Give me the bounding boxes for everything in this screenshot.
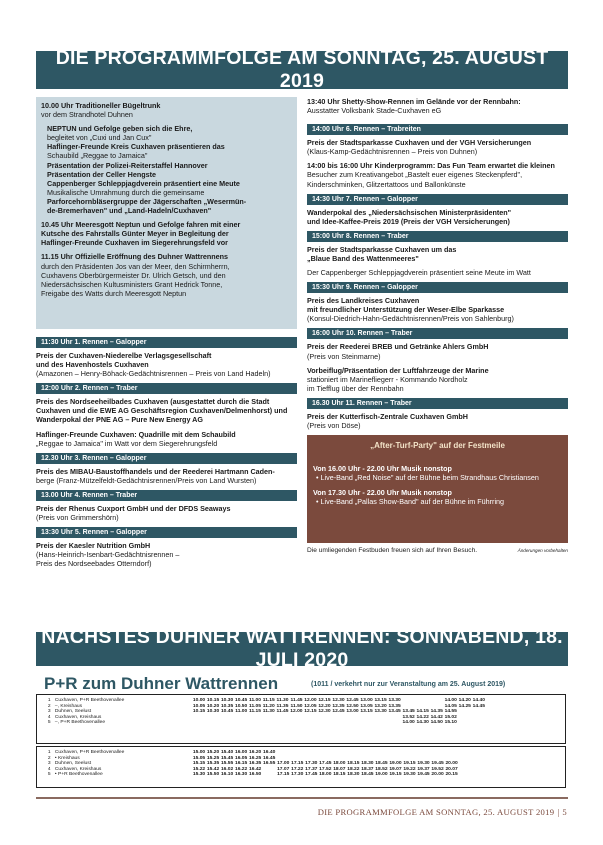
- race-prize: Preis der Stadtsparkasse Cuxhaven um das: [307, 244, 457, 254]
- race-note: Haflinger-Freunde Cuxhaven: Quadrille mit dem Schaubild: [36, 429, 236, 439]
- race-prize: Preis des Nordseeheilbades Cuxhaven (ausgestattet durch die Stadt: [36, 397, 270, 407]
- departure-time: 18.45: [375, 761, 388, 767]
- footer-separator: |: [557, 807, 560, 817]
- departure-time: 10.15: [206, 698, 220, 703]
- race-prize: Preis der Cuxhaven-Niederelbe Verlagsgesellschaft: [36, 351, 212, 360]
- departure-time: 17.00: [277, 761, 290, 767]
- departure-time: 11.15: [262, 698, 275, 703]
- race-3: [36, 453, 297, 485]
- footer-rule: [36, 797, 568, 799]
- race-header: 13:30 Uhr 5. Rennen – Galopper: [36, 527, 297, 538]
- departure-time: 17.07: [277, 766, 290, 772]
- departure-time: 18.45: [361, 772, 374, 778]
- departure-time: 13.00: [346, 709, 359, 715]
- intro-line: Haflinger-Freunde Cuxhaven im Siegerehrungsfeld vor: [41, 238, 228, 248]
- departure-time: 13.35: [388, 703, 401, 709]
- intro-line: Musikalische Umrahmung durch die gemeinsame: [47, 187, 205, 197]
- departure-time: 15.22: [192, 766, 206, 772]
- departure-time: 18.00: [319, 772, 332, 778]
- intro-list: [41, 124, 292, 215]
- shetty-title: 13:40 Uhr Shetty-Show-Rennen im Gelände vor der Rennbahn:: [307, 97, 521, 106]
- departure-time: [206, 720, 220, 726]
- departure-time: 12.35: [332, 703, 345, 709]
- stop-name: • Kreishaus: [54, 755, 80, 761]
- departure-time: 20.00: [445, 761, 458, 767]
- departure-time: 10.20: [206, 703, 220, 709]
- departure-time: 19.00: [389, 761, 402, 767]
- departure-time: 16.40: [263, 750, 276, 755]
- race-9: [307, 282, 568, 323]
- departure-time: 14.22: [416, 714, 429, 720]
- race-note: Kinderschminken, Glitzertattoos und Ballonkünste: [307, 179, 466, 189]
- departure-time: 15.42: [206, 766, 220, 772]
- page-number: 5: [562, 807, 567, 817]
- intro-line: Cuxhavens Oberbürgermeister Dr. Ulrich Getsch, und den: [41, 270, 226, 280]
- departure-time: 12.30: [332, 698, 345, 703]
- departure-time: 15.25: [206, 755, 220, 761]
- departure-time: 14.25: [458, 703, 471, 709]
- departure-time: 14.35: [430, 709, 443, 715]
- departure-time: 16.02: [220, 766, 234, 772]
- departure-time: 16.30: [234, 772, 248, 778]
- departure-time: 10.50: [234, 703, 248, 709]
- departure-time: 20.00: [431, 772, 444, 778]
- departure-time: 14.30: [416, 720, 429, 726]
- departure-time: 14.00: [444, 698, 457, 703]
- race-prize: Preis des Landkreises Cuxhaven: [307, 296, 420, 306]
- park-ride-title: P+R zum Duhner Wattrennen: [44, 674, 279, 693]
- departure-time: 12.45: [332, 709, 345, 715]
- race-note: Vorbeiflug/Präsentation der Luftfahrzeuge der Marine: [307, 365, 489, 375]
- departure-time: 11.05: [249, 703, 261, 709]
- party-band: • Live-Band „Pallas Show-Band" auf der Bühne im Führring: [316, 497, 505, 507]
- departure-time: 19.45: [417, 772, 430, 778]
- departure-time: 17.37: [305, 766, 318, 772]
- departure-time: 16.20: [249, 750, 262, 755]
- right-column: [307, 97, 568, 555]
- race-note: „Reggae to Jamaica" im Watt vor dem Siegerehrungsfeld: [36, 438, 218, 448]
- intro-line: Cappenberger Schleppjagdverein präsentiert eine Meute: [47, 178, 240, 188]
- departure-time: 15.02: [444, 714, 457, 720]
- departure-time: 18.15: [347, 761, 360, 767]
- intro-line: 11.15 Uhr Offizielle Eröffnung des Duhner Wattrennens: [41, 252, 229, 262]
- intro-line: Niedersächsischen Kultusministers Grant Hedrick Tonne,: [41, 279, 223, 289]
- departure-time: 15.15: [192, 761, 206, 767]
- stop-number: 5: [47, 772, 51, 778]
- departure-time: 16.05: [234, 755, 248, 761]
- race-header: 15:30 Uhr 9. Rennen – Galopper: [307, 282, 568, 293]
- intro-paragraph: [41, 101, 292, 119]
- after-turf-party-box: [307, 435, 568, 543]
- party-band: • Live-Band „Red Noise" auf der Bühne beim Strandhaus Christiansen: [316, 473, 539, 483]
- race-note: (Hans-Heinrich-Isenbart-Gedächtnisrennen –: [36, 550, 180, 560]
- race-7: [307, 194, 568, 226]
- departure-time: 18.15: [333, 772, 346, 778]
- intro-line: Präsentation der Celler Hengste: [47, 169, 157, 179]
- departure-time: 15.45: [220, 755, 234, 761]
- departure-time: 12.45: [346, 698, 359, 703]
- race-header: 14:30 Uhr 7. Rennen – Galopper: [307, 194, 568, 205]
- race-prize: Preis der Stadtsparkasse Cuxhaven und der VGH Versicherungen: [307, 138, 532, 148]
- race-note: stationiert im Marinefliegerr - Kommando Nordholz: [307, 374, 468, 384]
- departure-time: 14.15: [416, 709, 429, 715]
- footer-title: DIE PROGRAMMFOLGE AM SONNTAG, 25. AUGUST 2019: [317, 807, 555, 817]
- departure-time: 18.22: [347, 766, 360, 772]
- departure-time: 13.20: [374, 703, 387, 709]
- departure-time: 12.20: [318, 703, 331, 709]
- departure-time: 12.30: [318, 709, 331, 715]
- departure-time: 17.30: [291, 772, 304, 778]
- stop-name: Duhnen, Seelust: [54, 761, 92, 767]
- left-column: [36, 97, 297, 573]
- intro-location: vor dem Strandhotel Duhnen: [41, 110, 133, 120]
- intro-line: Parforcehornbläsergruppe der Jägerschaften „Wesermün-: [47, 196, 247, 206]
- next-race-banner: [36, 626, 568, 671]
- departure-time: 10.35: [220, 703, 234, 709]
- departure-time: 11.30: [262, 709, 275, 715]
- stop-name: Cuxhaven, P+R Beethovenallee: [54, 750, 125, 755]
- stop-number: 2: [47, 755, 51, 761]
- race-header: 16.30 Uhr 11. Rennen – Traber: [307, 398, 568, 409]
- race-5: [36, 527, 297, 568]
- departure-time: 16.22: [234, 766, 248, 772]
- departure-time: 19.15: [389, 772, 402, 778]
- departure-time: [458, 720, 472, 726]
- departure-time: 14.40: [472, 698, 485, 703]
- departure-time: 11.35: [276, 703, 289, 709]
- departure-time: 18.07: [333, 766, 346, 772]
- intro-line: Freigabe des Watts durch Meeresgott Neptun: [41, 288, 187, 298]
- departure-time: 19.37: [417, 766, 430, 772]
- departure-time: [220, 720, 234, 726]
- departure-time: 12.15: [304, 709, 317, 715]
- intro-line: NEPTUN und Gefolge geben sich die Ehre,: [47, 124, 193, 134]
- race-note: im Tiefflug über der Rennbahn: [307, 383, 404, 393]
- party-time: Von 16.00 Uhr - 22.00 Uhr Musik nonstop: [313, 464, 452, 474]
- departure-time: [388, 720, 402, 726]
- timetable-outbound: [36, 694, 566, 744]
- departure-time: 13.30: [374, 709, 387, 715]
- stop-number: 5: [47, 720, 51, 726]
- stop-name: Duhnen, Seelust: [54, 709, 92, 715]
- departure-time: 14.55: [444, 709, 457, 715]
- departure-time: [317, 720, 331, 726]
- departure-time: 16.35: [249, 761, 262, 767]
- after-turf-party-title: „After-Turf-Party" auf der Festmeile: [370, 441, 505, 451]
- race-note: (Preis von Steinmarne): [307, 351, 381, 361]
- departure-time: 12.05: [304, 703, 317, 709]
- departure-time: 10.30: [206, 709, 220, 715]
- departure-time: 13.52: [402, 714, 415, 720]
- departure-time: [346, 720, 360, 726]
- departure-time: 15.55: [220, 761, 234, 767]
- departure-time: 15.10: [444, 720, 457, 726]
- departure-time: 10.05: [192, 703, 206, 709]
- intro-paragraph: [41, 220, 292, 247]
- intro-line: 10.45 Uhr Meeresgott Neptun und Gefolge fahren mit einer: [41, 220, 241, 230]
- departure-time: 17.45: [319, 761, 332, 767]
- intro-line: Schaubild „Reggae to Jamaica": [47, 151, 148, 161]
- departure-time: 15.30: [192, 772, 206, 778]
- departure-time: 12.00: [290, 709, 303, 715]
- departure-time: 11.20: [262, 703, 275, 709]
- race-11: [307, 398, 568, 430]
- departure-time: 11.50: [290, 703, 303, 709]
- intro-line: de-Bremerhaven" und „Land-Hadeln/Cuxhaven": [47, 206, 212, 216]
- departure-time: 12.15: [318, 698, 331, 703]
- stop-number: 3: [47, 709, 51, 715]
- departure-time: 19.52: [431, 766, 444, 772]
- departure-time: 11.45: [290, 698, 303, 703]
- departure-time: 10.45: [234, 698, 248, 703]
- departure-time: [289, 720, 303, 726]
- departure-time: 14.00: [402, 720, 415, 726]
- race-note: Der Cappenberger Schleppjagdverein präsentiert seine Meute im Watt: [307, 268, 531, 278]
- stop-number: 1: [47, 698, 51, 703]
- departure-time: 10.30: [220, 698, 234, 703]
- intro-box: [36, 97, 297, 329]
- race-note: Preis des Nordseebades Otterndorf): [36, 559, 152, 569]
- stop-number: 2: [47, 703, 51, 709]
- departure-time: 18.30: [347, 772, 360, 778]
- departure-time: 14.42: [430, 714, 443, 720]
- race-prize: Preis der Rhenus Cuxport GmbH und der DFDS Seaways: [36, 503, 231, 513]
- departure-time: 13.15: [374, 698, 387, 703]
- departure-time: 14.50: [430, 720, 443, 726]
- departure-time: 16.25: [249, 755, 262, 761]
- departure-time: 15.40: [220, 750, 234, 755]
- page-footer: [318, 807, 567, 817]
- departure-time: 19.07: [389, 766, 402, 772]
- race-prize: Wanderpokal des „Niedersächsischen Ministerpräsidenten": [307, 207, 512, 217]
- departure-time: 19.30: [403, 772, 416, 778]
- intro-line: Haflinger-Freunde Kreis Cuxhaven präsentieren das: [47, 142, 225, 152]
- departure-time: 16.10: [220, 772, 234, 778]
- departure-time: 16.55: [263, 761, 276, 767]
- stop-number: 1: [47, 750, 51, 755]
- departure-time: [192, 720, 206, 726]
- race-prize: Cuxhaven und die EWE AG Geschäftsregion Cuxhaven/Delmenhorst) und: [36, 406, 288, 416]
- departure-time: [234, 720, 248, 726]
- departure-time: 20.07: [445, 766, 458, 772]
- change-disclaimer: Änderungen vorbehalten: [517, 548, 568, 554]
- race-prize: Preis der Reederei BREB und Getränke Ahlers GmbH: [307, 342, 489, 352]
- race-prize: Preis des MIBAU-Baustoffhandels und der Reederei Hartmann Caden-: [36, 466, 275, 476]
- departure-time: 16.15: [234, 761, 248, 767]
- departure-time: 11.45: [276, 709, 289, 715]
- departure-time: 12.00: [304, 698, 317, 703]
- intro-time: 10.00 Uhr Traditioneller Bügeltrunk: [41, 101, 161, 110]
- race-8: [307, 231, 568, 277]
- departure-time: 17.45: [305, 772, 318, 778]
- departure-time: 16.00: [234, 750, 248, 755]
- race-header: 14:00 Uhr 6. Rennen – Trabreiten: [307, 124, 568, 135]
- stop-name: Cuxhaven, Kreishaus: [54, 714, 102, 720]
- party-time: Von 17.30 Uhr - 22.00 Uhr Musik nonstop: [313, 488, 452, 498]
- race-2: [36, 383, 297, 447]
- festival-note-text: Die umliegenden Festbuden freuen sich auf Ihren Besuch.: [307, 547, 478, 555]
- timetable-row: [47, 720, 486, 726]
- race-header: 15:00 Uhr 8. Rennen – Traber: [307, 231, 568, 242]
- departure-time: 19.15: [403, 761, 416, 767]
- departure-time: 14.20: [458, 698, 471, 703]
- departure-time: 19.45: [431, 761, 444, 767]
- departure-time: 17.30: [305, 761, 318, 767]
- race-header: 12.30 Uhr 3. Rennen – Galopper: [36, 453, 297, 464]
- departure-time: 16.50: [249, 772, 262, 778]
- departure-time: 10.45: [220, 709, 234, 715]
- departure-time: 15.20: [206, 750, 220, 755]
- departure-time: 11.00: [235, 709, 248, 715]
- race-4: [36, 490, 297, 522]
- intro-line: Kutsche des Fahrstalls Günter Meyer in Begleitung der: [41, 229, 229, 239]
- departure-time: 15.35: [206, 761, 220, 767]
- departure-time: [360, 720, 374, 726]
- departure-time: 10.00: [192, 698, 206, 703]
- race-note: berge (Franz-Mützelfeldt-Gedächtnisrennen/Preis von Land Wursten): [36, 475, 257, 485]
- departure-time: 13.05: [360, 703, 373, 709]
- departure-time: 17.52: [319, 766, 332, 772]
- departure-time: 11.30: [276, 698, 289, 703]
- departure-time: 17.15: [291, 761, 304, 767]
- stop-name: –, P+R Beethovenallee: [54, 720, 106, 726]
- departure-time: 18.37: [361, 766, 374, 772]
- departure-time: 17.15: [277, 772, 290, 778]
- race-note: (Preis von Döse): [307, 420, 361, 430]
- departure-time: 14.05: [444, 703, 457, 709]
- stop-name: Cuxhaven, P+R Beethovenallee: [54, 698, 125, 703]
- departure-time: 13.45: [402, 709, 415, 715]
- timetable-row: [47, 772, 462, 778]
- departure-time: [276, 720, 290, 726]
- race-header: 16:00 Uhr 10. Rennen – Traber: [307, 328, 568, 339]
- race-10: [307, 328, 568, 392]
- intro-line: begleitet von „Cuxi und Jan Cux": [47, 133, 152, 143]
- departure-time: 20.15: [445, 772, 458, 778]
- departure-time: [262, 720, 276, 726]
- race-1: [36, 337, 297, 378]
- stop-name: –, Kreishaus: [54, 703, 83, 709]
- departure-time: 14.45: [472, 703, 485, 709]
- shetty-show: [307, 97, 568, 115]
- departure-time: 11.15: [249, 709, 261, 715]
- next-race-title: NÄCHSTES DUHNER WATTRENNEN: SONNABEND, 18. JULI 2020: [41, 626, 563, 671]
- festival-note: [307, 546, 568, 555]
- departure-time: 19.22: [403, 766, 416, 772]
- intro-line: durch den Präsidenten Jos van der Meer, den Schirmherrn,: [41, 261, 230, 271]
- departure-time: [331, 720, 345, 726]
- departure-time: 13.45: [388, 709, 401, 715]
- departure-time: [303, 720, 317, 726]
- race-prize: mit freundlicher Unterstützung der Weser-Elbe Sparkasse: [307, 305, 505, 315]
- race-prize: Wanderpokal der PNE AG – Pure New Energy AG: [36, 415, 203, 425]
- race-note: Besucher zum Kreativangebot „Bastelt euer eigenes Steckenpferd",: [307, 170, 523, 180]
- shetty-sponsor: Ausstatter Volksbank Stade-Cuxhaven eG: [307, 106, 442, 116]
- race-6: [307, 124, 568, 188]
- departure-time: [248, 720, 262, 726]
- race-prize: und des Havenhostels Cuxhaven: [36, 360, 149, 370]
- race-prize: Preis der Kutterfisch-Zentrale Cuxhaven GmbH: [307, 411, 468, 421]
- departure-time: 18.30: [361, 761, 374, 767]
- departure-time: 16.45: [263, 755, 276, 761]
- stop-number: 4: [47, 714, 51, 720]
- departure-time: 13.30: [388, 698, 401, 703]
- race-prize: „Blaue Band des Wattenmeeres": [307, 253, 419, 263]
- timetable-return: [36, 746, 566, 788]
- departure-time: 13.15: [360, 709, 373, 715]
- race-note: (Preis von Grimmershörn): [36, 513, 119, 523]
- race-prize: und Idee-Kaffee-Preis 2019 (Preis der VGH Versicherungen): [307, 216, 510, 226]
- stop-name: Cuxhaven, Kreishaus: [54, 766, 102, 772]
- race-note: (Amazonen – Henry-Böhack-Gedächtnisrennen – Preis von Land Hadeln): [36, 369, 271, 379]
- race-header: 12:00 Uhr 2. Rennen – Traber: [36, 383, 297, 394]
- departure-time: [262, 772, 276, 778]
- race-note: 14:00 bis 16:00 Uhr Kinderprogramm: Das Fun Team erwartet die kleinen: [307, 161, 555, 171]
- departure-time: 15.05: [192, 755, 206, 761]
- departure-time: 11.00: [249, 698, 261, 703]
- race-note: (Konsul-Diedrich-Hahn-Gedächtnisrennen/Preis von Sahlenburg): [307, 314, 514, 324]
- page-title: DIE PROGRAMMFOLGE AM SONNTAG, 25. AUGUST 2019: [55, 47, 549, 92]
- park-ride-subtitle: (1011 / verkehrt nur zur Veranstaltung am 25. August 2019): [311, 681, 506, 688]
- departure-time: 12.50: [346, 703, 359, 709]
- race-prize: Preis der Kaesler Nutrition GmbH: [36, 541, 151, 551]
- departure-time: [472, 720, 486, 726]
- departure-time: 10.15: [192, 709, 206, 715]
- departure-time: 19.30: [417, 761, 430, 767]
- stop-name: • P+R Beethovenallee: [54, 772, 103, 778]
- departure-time: [374, 720, 388, 726]
- departure-time: 15.50: [206, 772, 220, 778]
- stop-number: 3: [47, 761, 51, 767]
- departure-time: 15.00: [192, 750, 206, 755]
- departure-time: [460, 772, 462, 778]
- departure-time: 18.00: [333, 761, 346, 767]
- departure-time: 17.22: [291, 766, 304, 772]
- departure-time: 13.00: [360, 698, 373, 703]
- race-note: (Klaus-Kamp-Gedächtnisrennen – Preis von Duhnen): [307, 147, 478, 157]
- departure-time: 16.42: [249, 766, 262, 772]
- page-title-banner: [36, 47, 568, 92]
- intro-paragraph: [41, 252, 292, 297]
- race-header: 13.00 Uhr 4. Rennen – Traber: [36, 490, 297, 501]
- departure-time: 18.52: [375, 766, 388, 772]
- intro-line: Präsentation der Polizei-Reiterstaffel Hannover: [47, 160, 208, 170]
- stop-number: 4: [47, 766, 51, 772]
- departure-time: 19.00: [375, 772, 388, 778]
- race-header: 11:30 Uhr 1. Rennen – Galopper: [36, 337, 297, 348]
